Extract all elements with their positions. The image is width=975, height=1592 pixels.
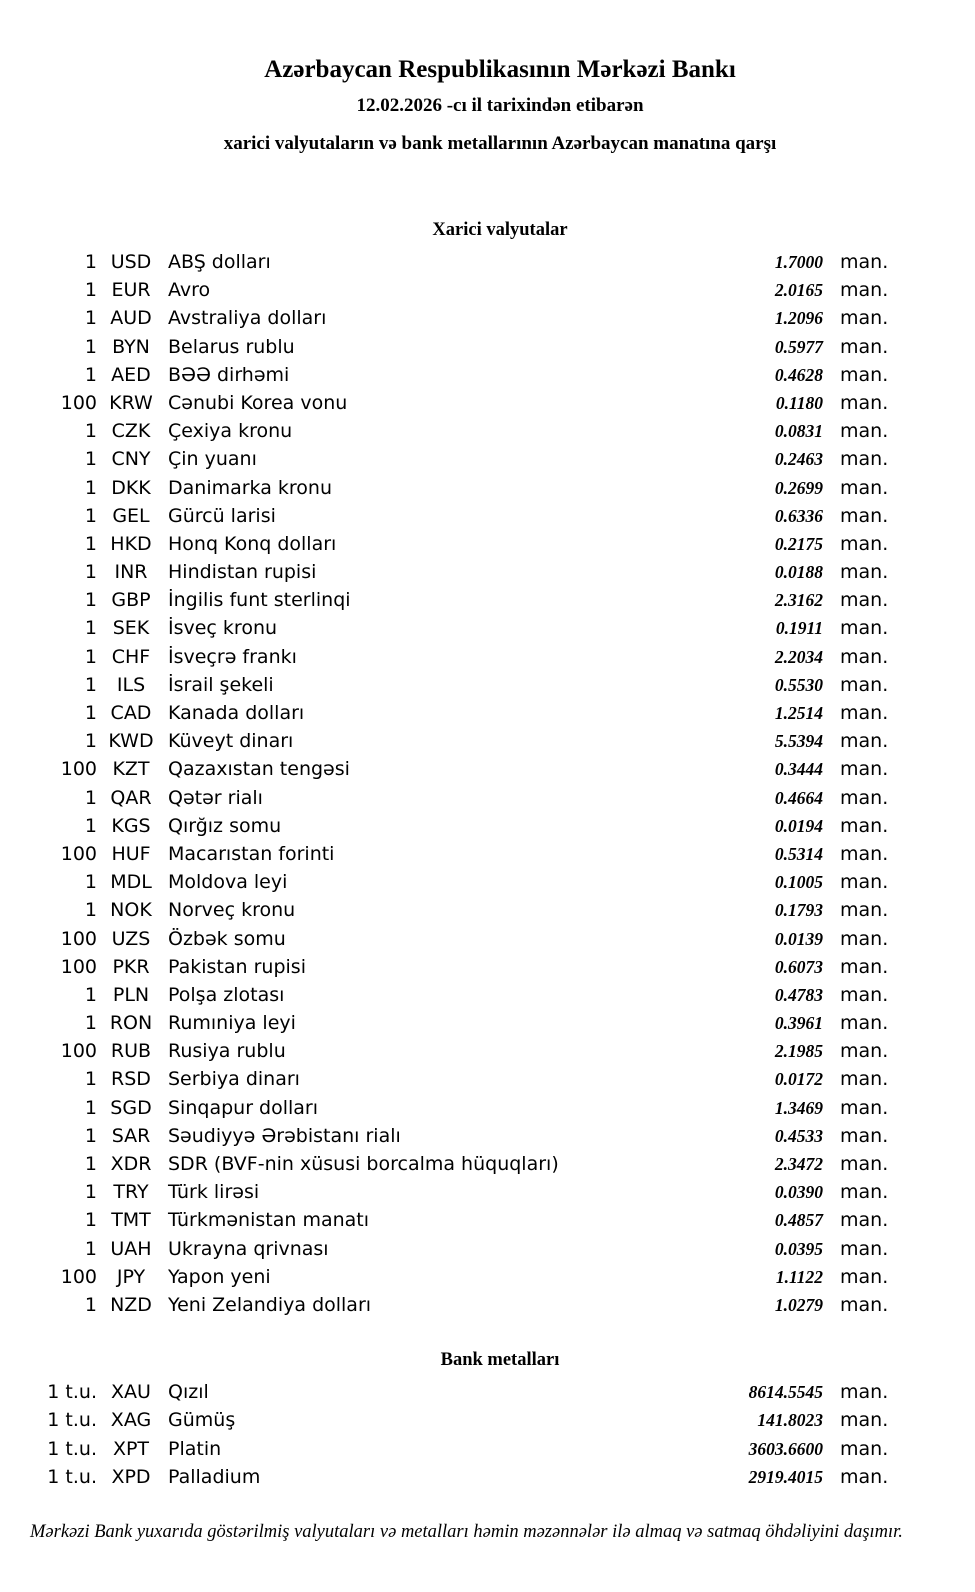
- currency-rate: 0.0390: [774, 1182, 823, 1203]
- section-title-metals: Bank metalları: [440, 1350, 560, 1371]
- currency-code: EUR: [111, 279, 151, 302]
- currency-rate: 2.3162: [774, 590, 823, 611]
- unit-label: man.: [840, 1265, 889, 1288]
- currency-rate: 0.2463: [774, 449, 823, 470]
- currency-quantity: 100: [60, 758, 97, 781]
- currency-row: [0, 530, 890, 558]
- currency-row: [0, 840, 890, 868]
- unit-label: man.: [840, 1124, 889, 1147]
- currency-name: Qazaxıstan tengəsi: [168, 758, 350, 781]
- currency-quantity: 100: [60, 1265, 97, 1288]
- currency-row: [0, 896, 890, 924]
- metal-code: XPD: [111, 1465, 151, 1488]
- unit-label: man.: [840, 955, 889, 978]
- unit-label: man.: [840, 448, 889, 471]
- currency-quantity: 1: [84, 1237, 97, 1260]
- currency-rate: 0.0172: [774, 1069, 823, 1090]
- metal-code: XAU: [111, 1381, 151, 1404]
- currency-row: [0, 812, 890, 840]
- currency-name: Qətər rialı: [168, 786, 263, 809]
- currency-name: Özbək somu: [168, 927, 286, 950]
- unit-label: man.: [840, 1012, 889, 1035]
- currency-quantity: 1: [84, 1124, 97, 1147]
- currency-name: Çexiya kronu: [168, 420, 293, 443]
- currency-quantity: 100: [60, 927, 97, 950]
- currency-quantity: 1: [84, 420, 97, 443]
- metal-row: [0, 1406, 890, 1434]
- currency-row: [0, 1122, 890, 1150]
- currency-rate: 0.5314: [774, 843, 823, 864]
- currency-name: Küveyt dinarı: [168, 730, 294, 753]
- effective-date-line: 12.02.2026 -cı il tarixindən etibarən: [356, 95, 644, 116]
- currency-quantity: 1: [84, 871, 97, 894]
- currency-row: [0, 248, 890, 276]
- currency-rate: 0.0831: [774, 421, 823, 442]
- currency-rate: 1.7000: [774, 252, 823, 272]
- unit-label: man.: [840, 420, 889, 443]
- metal-code: XAG: [110, 1409, 152, 1432]
- currency-row: [0, 586, 890, 614]
- unit-label: man.: [840, 673, 889, 696]
- currency-rate: 0.4628: [774, 364, 823, 385]
- unit-label: man.: [840, 1181, 889, 1204]
- metal-quantity: 1 t.u.: [47, 1437, 97, 1460]
- currency-quantity: 1: [84, 899, 97, 922]
- currency-code: KGS: [111, 814, 151, 837]
- currency-row: [0, 1094, 890, 1122]
- currency-code: GEL: [112, 504, 150, 527]
- currency-quantity: 1: [84, 363, 97, 386]
- metal-name: Palladium: [168, 1465, 261, 1488]
- currency-quantity: 1: [84, 702, 97, 724]
- currency-rate: 1.1122: [775, 1266, 823, 1287]
- unit-label: man.: [840, 363, 889, 386]
- currency-row: [0, 755, 890, 783]
- currency-name: Polşa zlotası: [168, 983, 285, 1006]
- currency-name: Macarıstan forinti: [168, 842, 335, 865]
- currency-rate: 0.5530: [774, 674, 823, 695]
- currency-code: NOK: [110, 899, 152, 922]
- currency-code: MDL: [110, 871, 152, 894]
- currency-code: SEK: [112, 617, 150, 640]
- currency-quantity: 1: [84, 532, 97, 555]
- unit-label: man.: [840, 842, 889, 865]
- currency-code: QAR: [110, 786, 152, 809]
- currency-name: Honq Konq dolları: [168, 532, 337, 555]
- currency-code: AUD: [110, 307, 152, 330]
- currency-rate: 0.3444: [774, 759, 823, 780]
- currency-code: KWD: [108, 730, 154, 753]
- currency-rate: 0.4857: [774, 1210, 823, 1231]
- unit-label: man.: [840, 871, 889, 894]
- currency-row: [0, 671, 890, 699]
- metal-quantity: 1 t.u.: [47, 1409, 97, 1432]
- metal-row: [0, 1435, 890, 1463]
- currency-row: [0, 502, 890, 530]
- currency-row: [0, 1263, 890, 1291]
- unit-label: man.: [840, 1237, 889, 1260]
- unit-label: man.: [840, 1409, 889, 1432]
- currency-name: Qırğız somu: [168, 814, 282, 837]
- currency-rate: 0.6336: [774, 505, 823, 526]
- currency-rate: 0.1005: [774, 872, 823, 893]
- unit-label: man.: [840, 730, 889, 753]
- currency-name: Avstraliya dolları: [168, 307, 327, 330]
- currency-row: [0, 304, 890, 332]
- currency-name: Danimarka kronu: [168, 476, 333, 499]
- currency-quantity: 1: [84, 814, 97, 837]
- currency-name: Moldova leyi: [168, 871, 288, 894]
- currency-quantity: 1: [84, 730, 97, 753]
- currency-rate: 0.1180: [775, 392, 823, 413]
- currency-code: SGD: [110, 1096, 152, 1119]
- unit-label: man.: [840, 1465, 889, 1488]
- currency-name: İsveçrə frankı: [168, 645, 297, 668]
- currency-rate: 1.0279: [774, 1294, 823, 1315]
- currency-quantity: 100: [60, 842, 97, 865]
- currency-code: RON: [109, 1012, 153, 1035]
- currency-quantity: 1: [84, 279, 97, 302]
- currency-name: Hindistan rupisi: [168, 561, 317, 584]
- currency-name: Serbiya dinarı: [168, 1068, 300, 1091]
- currency-name: Pakistan rupisi: [168, 955, 306, 978]
- currency-code: AED: [111, 363, 151, 386]
- unit-label: man.: [840, 335, 889, 358]
- currency-quantity: 1: [84, 617, 97, 640]
- currency-name: Avro: [168, 279, 211, 302]
- currency-row: [0, 699, 890, 727]
- currency-name: Sinqapur dolları: [168, 1096, 319, 1119]
- currency-rate: 0.2699: [774, 477, 823, 498]
- currency-name: Yeni Zelandiya dolları: [168, 1293, 372, 1316]
- currency-code: PLN: [112, 983, 150, 1006]
- unit-label: man.: [840, 561, 889, 584]
- currency-quantity: 1: [84, 589, 97, 612]
- currency-row: [0, 1150, 890, 1178]
- currencies-table: [0, 248, 890, 1319]
- metal-rate: 8614.5545: [748, 1382, 823, 1403]
- section-title-currencies: Xarici valyutalar: [432, 220, 568, 240]
- currency-name: İngilis funt sterlinqi: [168, 589, 351, 612]
- currency-rate: 1.2514: [774, 703, 823, 723]
- currency-code: NZD: [110, 1293, 152, 1316]
- currency-code: SAR: [111, 1124, 151, 1147]
- currency-quantity: 1: [84, 1181, 97, 1204]
- currency-row: [0, 643, 890, 671]
- page-title: Azərbaycan Respublikasının Mərkəzi Bankı: [264, 56, 736, 83]
- currency-rate: 0.0188: [774, 562, 823, 583]
- currency-rate: 0.6073: [774, 956, 823, 977]
- unit-label: man.: [840, 927, 889, 950]
- currency-row: [0, 953, 890, 981]
- currency-name: Kanada dolları: [168, 702, 305, 724]
- currency-name: Gürcü larisi: [168, 504, 276, 527]
- currency-quantity: 1: [84, 1153, 97, 1175]
- metal-quantity: 1 t.u.: [47, 1381, 97, 1404]
- currency-name: İsveç kronu: [168, 617, 278, 640]
- currency-row: [0, 1178, 890, 1206]
- currency-rate: 5.5394: [774, 731, 823, 752]
- unit-label: man.: [840, 279, 889, 302]
- currency-rate: 0.5977: [774, 336, 823, 357]
- unit-label: man.: [840, 983, 889, 1006]
- metal-rate: 3603.6600: [748, 1438, 823, 1459]
- currency-quantity: 1: [84, 983, 97, 1006]
- currency-rate: 0.4533: [774, 1125, 823, 1146]
- page-subtitle: xarici valyutaların və bank metallarının Azərbaycan manatına qarşı: [223, 133, 777, 154]
- unit-label: man.: [840, 391, 889, 414]
- currency-code: ILS: [116, 673, 146, 696]
- currency-quantity: 1: [84, 1293, 97, 1316]
- currency-row: [0, 1009, 890, 1037]
- currency-quantity: 1: [84, 645, 97, 668]
- unit-label: man.: [840, 786, 889, 809]
- currency-code: PKR: [112, 955, 150, 978]
- unit-label: man.: [840, 1437, 889, 1460]
- unit-label: man.: [840, 307, 889, 330]
- currency-row: [0, 445, 890, 473]
- currency-row: [0, 784, 890, 812]
- currency-row: [0, 276, 890, 304]
- currency-quantity: 1: [84, 786, 97, 809]
- metal-quantity: 1 t.u.: [47, 1465, 97, 1488]
- currency-code: CHF: [111, 645, 151, 668]
- currency-row: [0, 361, 890, 389]
- currency-quantity: 1: [84, 335, 97, 358]
- currency-code: RSD: [111, 1068, 151, 1091]
- currency-name: Səudiyyə Ərəbistanı rialı: [168, 1124, 401, 1147]
- currency-code: XDR: [110, 1153, 152, 1175]
- currency-code: BYN: [112, 335, 150, 358]
- currency-quantity: 100: [60, 955, 97, 978]
- currency-code: HKD: [110, 532, 152, 555]
- currency-row: [0, 727, 890, 755]
- currency-quantity: 1: [84, 307, 97, 330]
- currency-rate: 0.4783: [774, 984, 823, 1005]
- metal-name: Platin: [168, 1437, 222, 1460]
- currency-rate: 0.0395: [774, 1238, 823, 1259]
- currency-rate: 0.4664: [774, 787, 823, 808]
- unit-label: man.: [840, 1293, 889, 1316]
- currency-quantity: 1: [84, 561, 97, 584]
- currency-row: [0, 1037, 890, 1065]
- currency-name: Cənubi Korea vonu: [168, 391, 348, 414]
- currency-rate: 1.2096: [774, 308, 823, 329]
- unit-label: man.: [840, 1381, 889, 1404]
- currency-row: [0, 1206, 890, 1234]
- currency-row: [0, 614, 890, 642]
- unit-label: man.: [840, 1209, 889, 1232]
- unit-label: man.: [840, 1153, 889, 1175]
- currency-row: [0, 1291, 890, 1319]
- currency-row: [0, 474, 890, 502]
- unit-label: man.: [840, 645, 889, 668]
- unit-label: man.: [840, 1068, 889, 1091]
- currency-name: Türk lirəsi: [168, 1181, 260, 1204]
- currency-code: TMT: [111, 1209, 151, 1232]
- currency-code: USD: [110, 251, 152, 273]
- unit-label: man.: [840, 758, 889, 781]
- metal-name: Gümüş: [168, 1409, 236, 1432]
- footer-note: Mərkəzi Bank yuxarıda göstərilmiş valyutaları və metalları həmin məzənnələr ilə almaq və satmaq öhdəliyini daşımır.: [30, 1521, 903, 1542]
- currency-code: KZT: [112, 758, 150, 781]
- currency-name: Rumıniya leyi: [168, 1012, 296, 1035]
- metal-rate: 2919.4015: [748, 1466, 823, 1487]
- currency-name: Norveç kronu: [168, 899, 296, 922]
- currency-name: Yapon yeni: [168, 1265, 271, 1288]
- currency-row: [0, 868, 890, 896]
- currency-code: JPY: [116, 1265, 146, 1288]
- currency-code: GBP: [111, 589, 151, 612]
- currency-name: Rusiya rublu: [168, 1040, 286, 1063]
- currency-row: [0, 389, 890, 417]
- unit-label: man.: [840, 899, 889, 922]
- currency-name: ABŞ dolları: [168, 251, 271, 273]
- unit-label: man.: [840, 504, 889, 527]
- currency-rate: 0.0194: [774, 815, 823, 836]
- currency-name: BƏƏ dirhəmi: [168, 363, 290, 386]
- currency-row: [0, 417, 890, 445]
- currency-row: [0, 1065, 890, 1093]
- metal-row: [0, 1378, 890, 1406]
- currency-code: CNY: [111, 448, 151, 471]
- currency-code: TRY: [113, 1181, 149, 1204]
- unit-label: man.: [840, 617, 889, 640]
- currency-quantity: 1: [84, 448, 97, 471]
- currency-row: [0, 1235, 890, 1263]
- currency-row: [0, 925, 890, 953]
- currency-quantity: 1: [84, 1096, 97, 1119]
- currency-code: RUB: [110, 1040, 152, 1063]
- currency-code: UAH: [110, 1237, 152, 1260]
- currency-name: Çin yuanı: [168, 448, 257, 471]
- metal-code: XPT: [112, 1437, 150, 1460]
- currency-row: [0, 981, 890, 1009]
- currency-rate: 0.1911: [775, 618, 823, 639]
- currency-rate: 0.0139: [774, 928, 823, 949]
- metals-table: [0, 1378, 890, 1491]
- unit-label: man.: [840, 251, 889, 273]
- currency-rate: 0.3961: [774, 1013, 823, 1034]
- currency-rate: 2.1985: [774, 1041, 823, 1062]
- currency-code: HUF: [111, 842, 151, 865]
- currency-name: Belarus rublu: [168, 335, 295, 358]
- currency-quantity: 1: [84, 504, 97, 527]
- currency-code: UZS: [111, 927, 151, 950]
- currency-code: DKK: [111, 476, 151, 499]
- currency-rate: 2.2034: [774, 646, 823, 667]
- unit-label: man.: [840, 476, 889, 499]
- unit-label: man.: [840, 532, 889, 555]
- currency-name: İsrail şekeli: [168, 673, 274, 696]
- currency-quantity: 1: [84, 251, 97, 273]
- unit-label: man.: [840, 702, 889, 724]
- metal-row: [0, 1463, 890, 1491]
- currency-row: [0, 333, 890, 361]
- currency-code: KRW: [109, 391, 153, 414]
- currency-name: Ukrayna qrivnası: [168, 1237, 329, 1260]
- currency-rate: 2.0165: [774, 280, 823, 301]
- currency-rate: 0.2175: [774, 533, 823, 554]
- currency-quantity: 1: [84, 1209, 97, 1232]
- currency-quantity: 100: [60, 1040, 97, 1063]
- currency-row: [0, 558, 890, 586]
- metal-name: Qızıl: [168, 1381, 209, 1404]
- currency-quantity: 1: [84, 1068, 97, 1091]
- currency-quantity: 100: [60, 391, 97, 414]
- currency-name: SDR (BVF-nin xüsusi borcalma hüquqları): [168, 1153, 559, 1175]
- unit-label: man.: [840, 1040, 889, 1063]
- currency-quantity: 1: [84, 1012, 97, 1035]
- unit-label: man.: [840, 589, 889, 612]
- metal-rate: 141.8023: [757, 1410, 823, 1431]
- currency-rate: 2.3472: [774, 1154, 823, 1174]
- currency-rate: 1.3469: [774, 1097, 823, 1118]
- currency-quantity: 1: [84, 673, 97, 696]
- unit-label: man.: [840, 1096, 889, 1119]
- currency-code: CAD: [110, 702, 152, 724]
- currency-rate: 0.1793: [774, 900, 823, 921]
- currency-code: INR: [114, 561, 148, 584]
- unit-label: man.: [840, 814, 889, 837]
- currency-name: Türkmənistan manatı: [168, 1209, 370, 1232]
- currency-code: CZK: [111, 420, 151, 443]
- currency-quantity: 1: [84, 476, 97, 499]
